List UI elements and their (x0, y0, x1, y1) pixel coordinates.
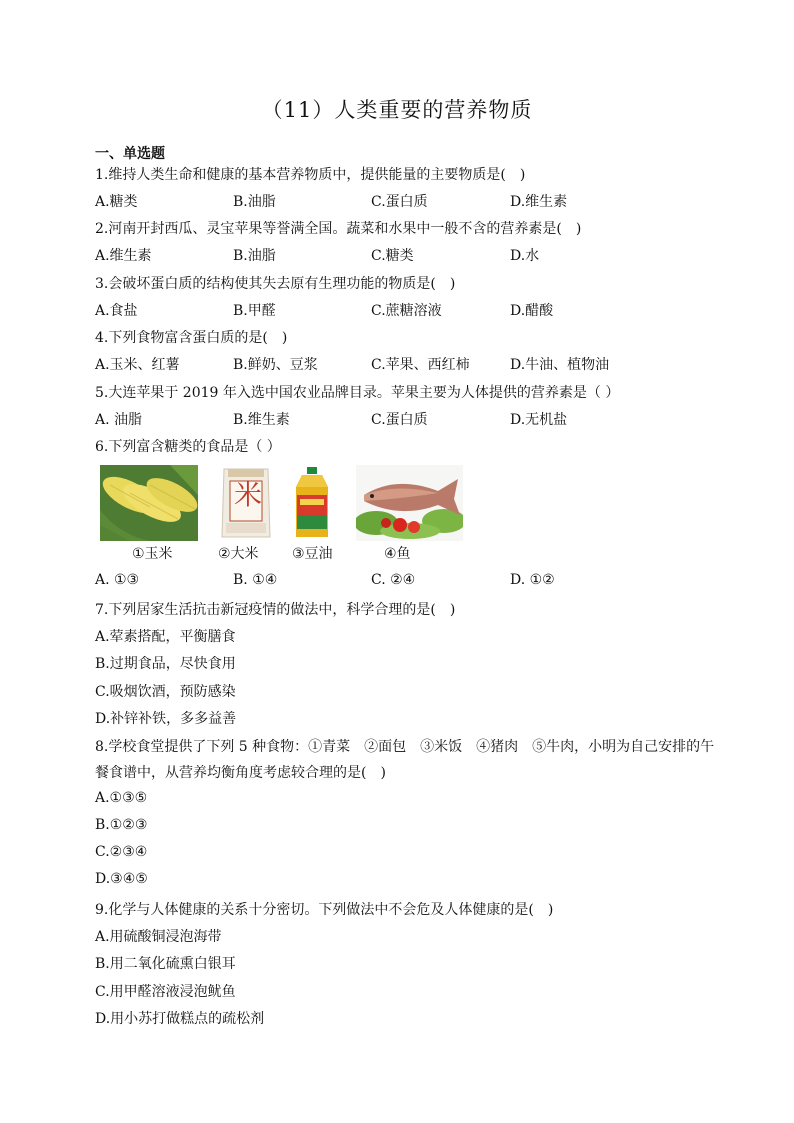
question-9-stem: 9.化学与人体健康的关系十分密切。下列做法中不会危及人体健康的是( ) (95, 902, 554, 918)
q9-option-b[interactable]: B.用二氧化硫熏白银耳 (95, 956, 236, 972)
q8-option-d[interactable]: D.③④⑤ (95, 871, 148, 887)
q1-option-b[interactable]: B.油脂 (233, 194, 276, 210)
section-heading: 一、单选题 (95, 146, 165, 162)
question-8-stem-line2: 餐食谱中，从营养均衡角度考虑较合理的是( ) (95, 765, 386, 781)
q8-option-c[interactable]: C.②③④ (95, 844, 148, 860)
q3-option-d[interactable]: D.醋酸 (510, 303, 554, 319)
q6-option-a[interactable]: A. ①③ (95, 572, 140, 588)
question-5-stem: 5.大连苹果于 2019 年入选中国农业品牌目录。苹果主要为人体提供的营养素是（ ） (95, 385, 620, 401)
corn-image (100, 465, 198, 541)
q7-option-a[interactable]: A.荤素搭配，平衡膳食 (95, 629, 236, 645)
q6-option-b[interactable]: B. ①④ (233, 572, 278, 588)
page-title: （11）人类重要的营养物质 (261, 98, 533, 122)
q7-option-b[interactable]: B.过期食品，尽快食用 (95, 656, 236, 672)
q3-option-b[interactable]: B.甲醛 (233, 303, 276, 319)
q9-option-c[interactable]: C.用甲醛溶液浸泡鱿鱼 (95, 984, 236, 1000)
q7-option-d[interactable]: D.补锌补铁，多多益善 (95, 711, 237, 727)
question-2-stem: 2.河南开封西瓜、灵宝苹果等誉满全国。蔬菜和水果中一般不含的营养素是( ) (95, 221, 582, 237)
question-6-stem: 6.下列富含糖类的食品是（ ） (95, 439, 281, 455)
q8-option-a[interactable]: A.①③⑤ (95, 790, 148, 806)
q8-option-b[interactable]: B.①②③ (95, 817, 148, 833)
q7-option-c[interactable]: C.吸烟饮酒，预防感染 (95, 684, 236, 700)
question-8-stem-line1: 8.学校食堂提供了下列 5 种食物：①青菜 ②面包 ③米饭 ④猪肉 ⑤牛肉，小明为自己安排的午 (95, 739, 715, 755)
q4-option-b[interactable]: B.鲜奶、豆浆 (233, 357, 318, 373)
q1-option-d[interactable]: D.维生素 (510, 194, 568, 210)
q1-option-c[interactable]: C.蛋白质 (371, 194, 428, 210)
q2-option-a[interactable]: A.维生素 (95, 248, 152, 264)
q3-option-a[interactable]: A.食盐 (95, 303, 138, 319)
q3-option-c[interactable]: C.蔗糖溶液 (371, 303, 442, 319)
q4-option-d[interactable]: D.牛油、植物油 (510, 357, 610, 373)
q1-option-a[interactable]: A.糖类 (95, 194, 138, 210)
q2-option-c[interactable]: C.糖类 (371, 248, 414, 264)
q4-option-c[interactable]: C.苹果、西红柿 (371, 357, 470, 373)
q4-option-a[interactable]: A.玉米、红薯 (95, 357, 180, 373)
q5-option-b[interactable]: B.维生素 (233, 412, 290, 428)
q5-option-a[interactable]: A. 油脂 (95, 412, 143, 428)
q6-option-d[interactable]: D. ①② (510, 572, 555, 588)
rice-bag-image (220, 465, 272, 541)
caption-fish: ④鱼 (384, 546, 411, 562)
caption-corn: ①玉米 (132, 546, 173, 562)
q5-option-d[interactable]: D.无机盐 (510, 412, 568, 428)
question-4-stem: 4.下列食物富含蛋白质的是( ) (95, 330, 288, 346)
oil-bottle-image (292, 465, 332, 541)
question-3-stem: 3.会破坏蛋白质的结构使其失去原有生理功能的物质是( ) (95, 276, 456, 292)
q5-option-c[interactable]: C.蛋白质 (371, 412, 428, 428)
caption-rice: ②大米 (218, 546, 259, 562)
q6-option-c[interactable]: C. ②④ (371, 572, 416, 588)
fish-image (356, 465, 463, 541)
question-7-stem: 7.下列居家生活抗击新冠疫情的做法中，科学合理的是( ) (95, 602, 456, 618)
caption-oil: ③豆油 (292, 546, 333, 562)
rice-bag-label: 米 (234, 478, 263, 511)
q2-option-d[interactable]: D.水 (510, 248, 540, 264)
q9-option-a[interactable]: A.用硫酸铜浸泡海带 (95, 929, 222, 945)
q2-option-b[interactable]: B.油脂 (233, 248, 276, 264)
question-1-stem: 1.维持人类生命和健康的基本营养物质中，提供能量的主要物质是( ) (95, 167, 526, 183)
q9-option-d[interactable]: D.用小苏打做糕点的疏松剂 (95, 1011, 265, 1027)
